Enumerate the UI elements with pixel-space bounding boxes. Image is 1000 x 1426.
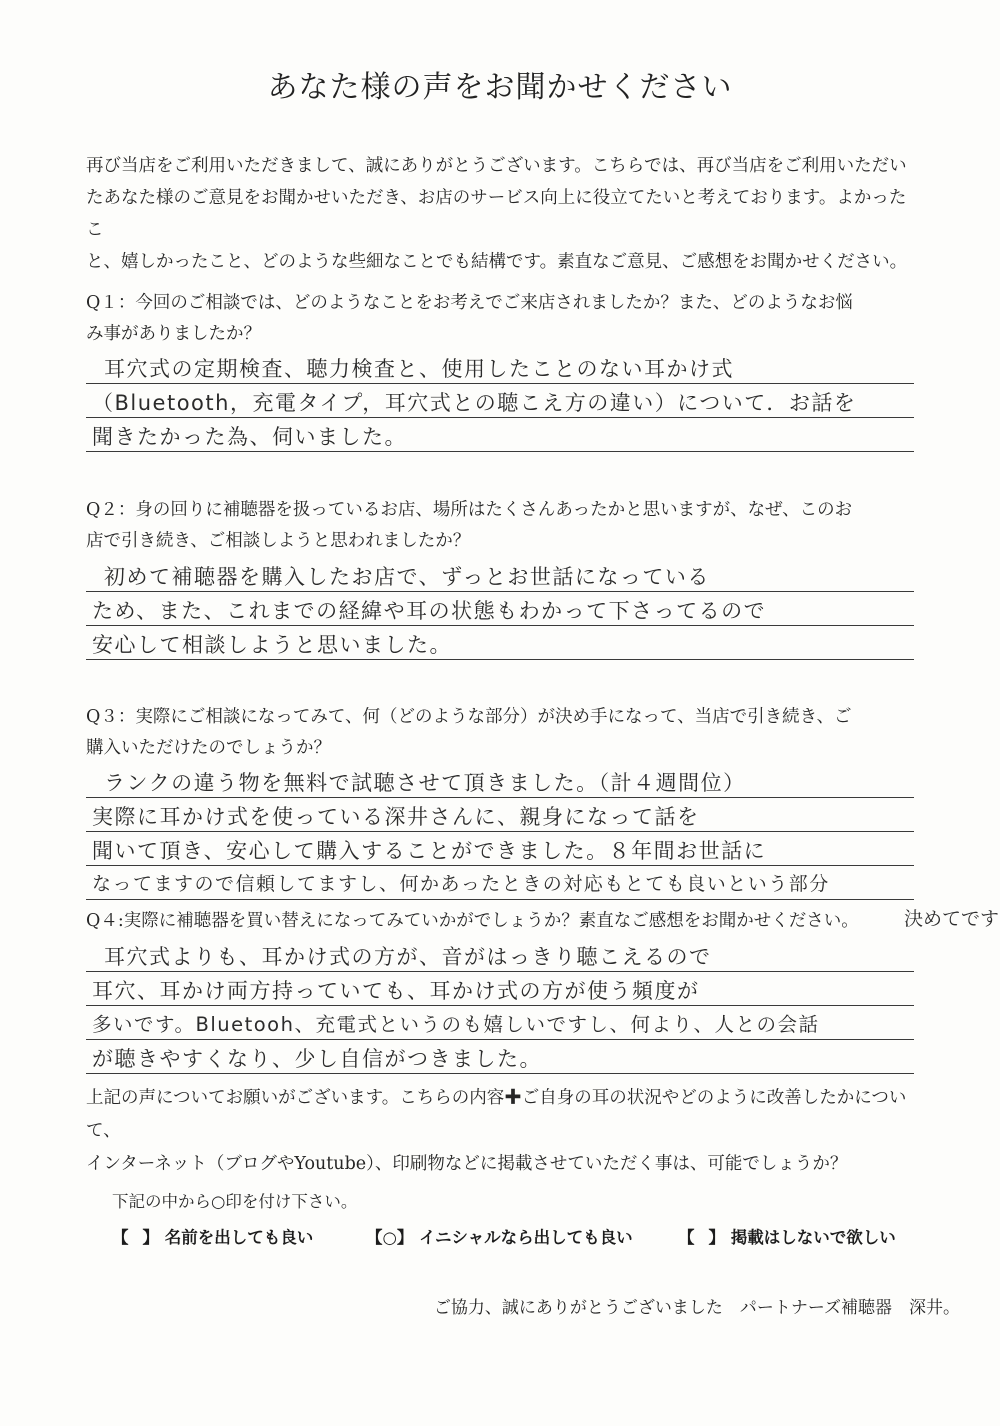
question-line: 購入いただけたのでしょうか？ xyxy=(86,738,331,758)
bracket-open: 【 xyxy=(112,1228,129,1247)
consent-request xyxy=(86,1082,926,1181)
answer-line: 耳穴式よりも、耳かけ式の方が、音がはっきり聴こえるので xyxy=(86,938,914,972)
question-1 xyxy=(86,288,916,350)
answer-line: ランクの違う物を無料で試聴させて頂きました。（計４週間位） xyxy=(86,764,914,798)
option-no-publish[interactable] xyxy=(678,1224,896,1248)
answer-2 xyxy=(86,558,914,660)
intro-paragraph xyxy=(86,150,914,278)
question-line: み事がありましたか？ xyxy=(86,324,261,344)
option-initials-ok[interactable] xyxy=(366,1224,633,1248)
answer-side-note: 決めてです xyxy=(904,908,1000,930)
answer-line: なってますので信頼してますし、何かあったときの対応もとても良いという部分 xyxy=(86,866,914,900)
answer-1 xyxy=(86,350,914,452)
question-4 xyxy=(86,906,916,937)
answer-4 xyxy=(86,938,914,1074)
question-line: Q１：今回のご相談では、どのようなことをお考えでご来店されましたか？また、どのようなお悩 xyxy=(86,293,853,313)
answer-line: 実際に耳かけ式を使っている深井さんに、親身になって話を xyxy=(86,798,914,832)
question-2 xyxy=(86,495,916,557)
answer-line: 耳穴式の定期検査、聴力検査と、使用したことのない耳かけ式 xyxy=(86,350,914,384)
question-line: Q２：身の回りに補聴器を扱っているお店、場所はたくさんあったかと思いますが、なぜ、このお xyxy=(86,500,853,520)
intro-line: たあなた様のご意見をお聞かせいただき、お店のサービス向上に役立てたいと考えております。よかったこ xyxy=(86,188,907,240)
question-line: 店で引き続き、ご相談しようと思われましたか？ xyxy=(86,531,471,551)
option-label: 掲載はしないで欲しい xyxy=(730,1228,896,1247)
instruction-text: 下記の中から○印を付け下さい。 xyxy=(112,1192,358,1211)
option-mark: ○ xyxy=(382,1228,397,1247)
question-3 xyxy=(86,702,916,764)
bracket-close: 】 xyxy=(396,1228,414,1247)
intro-line: と、嬉しかったこと、どのような些細なことでも結構です。素直なご意見、ご感想をお聞かせください。 xyxy=(86,252,908,272)
bracket-close: 】 xyxy=(142,1228,159,1247)
page-title: あなた様の声をお聞かせください xyxy=(267,70,733,105)
answer-line: 聞いて頂き、安心して購入することができました。８年間お世話に xyxy=(86,832,914,866)
closing-signature: ご協力、誠にありがとうございました パートナーズ補聴器 深井。 xyxy=(433,1298,960,1318)
question-line: Q４:実際に補聴器を買い替えになってみていかがでしょうか？素直なご感想をお聞かせください。 xyxy=(86,911,859,931)
answer-3 xyxy=(86,764,914,900)
bracket-open: 【 xyxy=(678,1228,695,1247)
bracket-close: 】 xyxy=(708,1228,725,1247)
consent-line: 上記の声についてお願いがございます。こちらの内容✚ご自身の耳の状況やどのように改善したかについて、 xyxy=(86,1088,907,1141)
answer-line: ため、また、これまでの経緯や耳の状態もわかって下さってるので xyxy=(86,592,914,626)
intro-line: 再び当店をご利用いただきまして、誠にありがとうございます。こちらでは、再び当店をご利用いただい xyxy=(86,156,907,176)
consent-line: インターネット（ブログやYoutube）、印刷物などに掲載させていただく事は、可能でしょうか？ xyxy=(86,1154,848,1174)
answer-line: 初めて補聴器を購入したお店で、ずっとお世話になっている xyxy=(86,558,914,592)
answer-line: 多いです。Bluetooh、充電式というのも嬉しいですし、何より、人との会話 xyxy=(86,1006,914,1040)
answer-line: 耳穴、耳かけ両方持っていても、耳かけ式の方が使う頻度が xyxy=(86,972,914,1006)
option-label: 名前を出しても良い xyxy=(164,1228,314,1247)
bracket-open: 【 xyxy=(366,1228,383,1247)
answer-line: （Bluetooth，充電タイプ，耳穴式との聴こえ方の違い）について．お話を xyxy=(86,384,914,418)
answer-line: 聞きたかった為、伺いました。 xyxy=(86,418,914,452)
question-line: Q３：実際にご相談になってみて、何（どのような部分）が決め手になって、当店で引き続き、ご xyxy=(86,707,852,727)
option-label: イニシャルなら出しても良い xyxy=(419,1228,633,1247)
answer-line: 安心して相談しようと思いました。 xyxy=(86,626,914,660)
option-name-ok[interactable] xyxy=(112,1224,313,1248)
answer-line: が聴きやすくなり、少し自信がつきました。 xyxy=(86,1040,914,1074)
